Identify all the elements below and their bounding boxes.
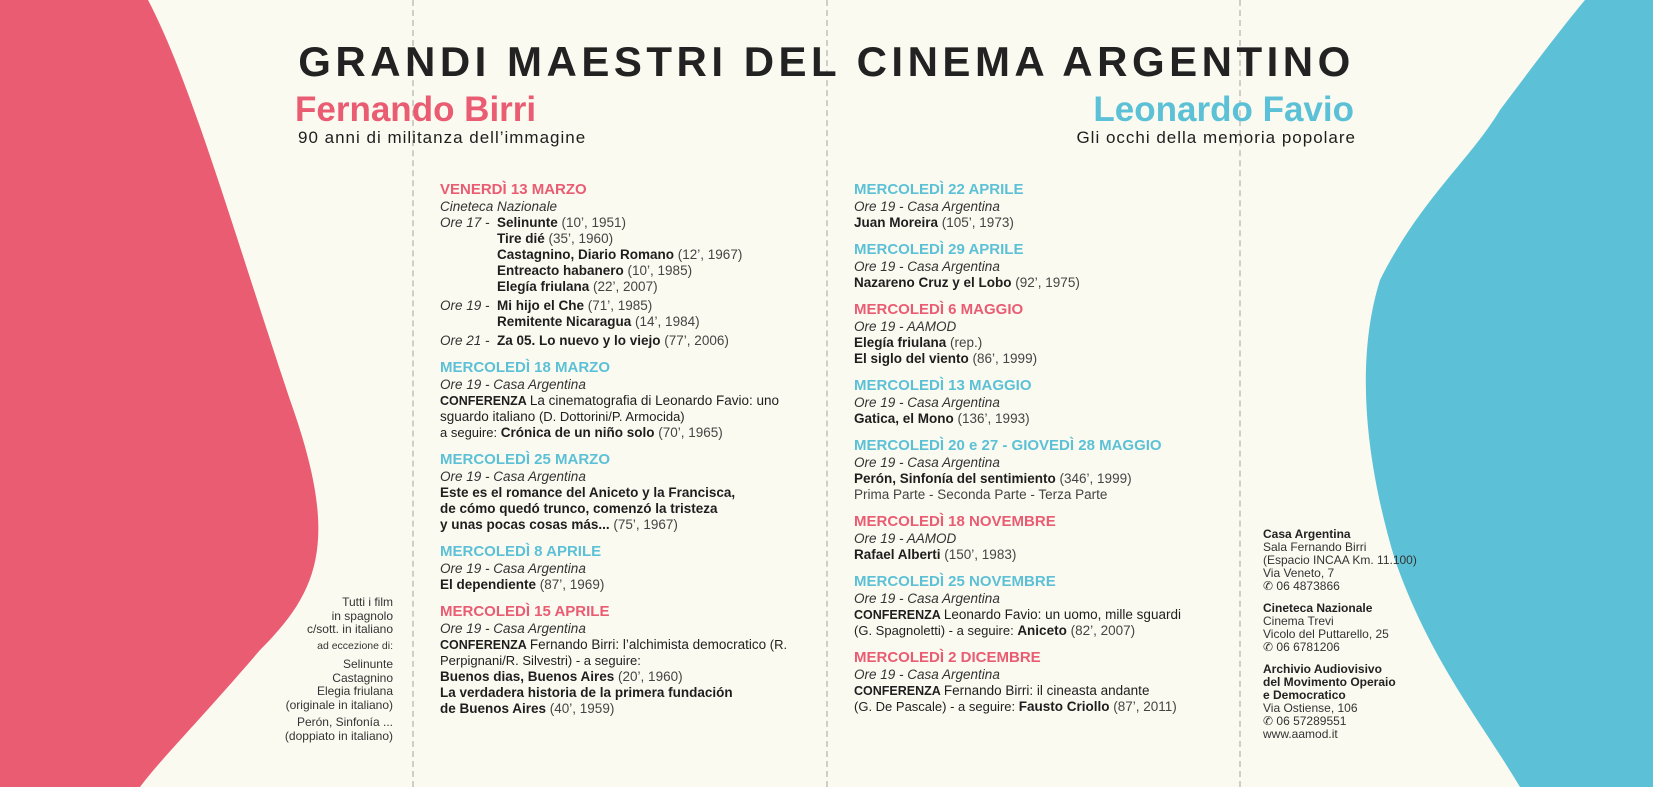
note-line: ad eccezione di: (317, 639, 393, 652)
conference-entry: CONFERENZA Fernando Birri: il cineasta andante (854, 683, 1150, 698)
conference-title: Fernando Birri: l’alchimista democratico (529, 637, 767, 652)
film-entry: Perón, Sinfonía del sentimiento (346’, 1999) (854, 471, 1132, 486)
film-entry: y unas pocas cosas más... (75’, 1967) (440, 517, 678, 532)
venue-website-link[interactable]: www.aamod.it (1263, 727, 1338, 741)
event-date: MERCOLEDÌ 18 NOVEMBRE (854, 513, 1056, 530)
event-venue: Ore 19 - Casa Argentina (440, 377, 586, 392)
note-line: Selinunte (342, 657, 393, 671)
time-slot (440, 333, 830, 349)
event-date: MERCOLEDÌ 2 DICEMBRE (854, 649, 1041, 666)
schedule-column-1 (440, 181, 830, 727)
event-date: MERCOLEDÌ 25 MARZO (440, 451, 611, 468)
film-entry: a seguire: Crónica de un niño solo (70’, 1965) (440, 425, 723, 440)
favio-subtitle: Gli occhi della memoria popolare (1076, 128, 1356, 147)
event-date: MERCOLEDÌ 20 e 27 - GIOVEDÌ 28 MAGGIO (854, 437, 1162, 454)
film-entry: Selinunte (10’, 1951) (497, 215, 627, 230)
event-18-novembre (854, 513, 1234, 563)
schedule-column-2 (854, 181, 1234, 725)
film-entry: Nazareno Cruz y el Lobo (92’, 1975) (854, 275, 1080, 290)
event-venue: Ore 19 - Casa Argentina (440, 561, 586, 576)
note-line: Tutti i film (342, 595, 393, 609)
event-venue: Ore 19 - Casa Argentina (854, 259, 1000, 274)
event-date: VENERDÌ 13 MARZO (440, 181, 587, 198)
venue-line: (Espacio INCAA Km. 11.100) (1263, 553, 1417, 567)
note-line: Elegia friulana (316, 684, 393, 698)
conference-title: La cinematografia di Leonardo Favio: uno sguardo italiano (440, 393, 779, 424)
slot-time: Ore 21 - (440, 333, 490, 348)
note-line: Castagnino (332, 670, 393, 685)
event-date: MERCOLEDÌ 18 MARZO (440, 359, 611, 376)
film-title-line: Este es el romance del Aniceto y la Francisca, (440, 485, 736, 500)
event-18-marzo (440, 359, 830, 441)
event-venue: Ore 19 - AAMOD (854, 531, 957, 546)
time-slot (440, 215, 830, 295)
venue-aamod (1263, 663, 1443, 741)
venue-name: Casa Argentina (1263, 527, 1351, 541)
conference-entry: CONFERENZA La cinematografia di Leonardo Favio: uno sguardo italiano (D. Dottorini/P. Armocida) (440, 393, 779, 424)
event-date: MERCOLEDÌ 13 MAGGIO (854, 377, 1032, 394)
venue-name: del Movimento Operaio (1263, 675, 1396, 689)
film-entry: (G. Spagnoletti) - a seguire: Aniceto (82’, 2007) (854, 623, 1136, 638)
language-notes (255, 596, 393, 743)
film-entry: Remitente Nicaragua (14’, 1984) (497, 314, 700, 329)
event-venue: Cineteca Nazionale (440, 199, 558, 214)
event-13-maggio (854, 377, 1234, 427)
venue-phone: ✆ 06 6781206 (1263, 640, 1340, 654)
event-15-aprile (440, 603, 830, 717)
venue-phone: ✆ 06 4873866 (1263, 579, 1340, 593)
note-line: (doppiato in italiano) (284, 728, 393, 743)
event-date: MERCOLEDÌ 29 APRILE (854, 241, 1024, 258)
film-entry: Elegía friulana (rep.) (854, 335, 983, 350)
event-date: MERCOLEDÌ 25 NOVEMBRE (854, 573, 1056, 590)
birri-subtitle: 90 anni di militanza dell’immagine (298, 128, 587, 147)
event-13-marzo (440, 181, 830, 349)
film-entry: Buenos dias, Buenos Aires (20’, 1960) (440, 669, 683, 684)
slot-time: Ore 17 - (440, 215, 490, 230)
venue-address: Via Ostiense, 106 (1263, 701, 1358, 715)
event-venue: Ore 19 - Casa Argentina (854, 199, 1000, 214)
event-20-27-28-maggio (854, 437, 1234, 503)
note-line: Perón, Sinfonía ... (296, 715, 393, 729)
slot-time: Ore 19 - (440, 298, 490, 313)
venue-name: Archivio Audiovisivo (1263, 662, 1382, 676)
event-2-dicembre (854, 649, 1234, 715)
film-entry: de Buenos Aires (40’, 1959) (440, 701, 615, 716)
event-venue: Ore 19 - Casa Argentina (440, 469, 586, 484)
venue-name: Cineteca Nazionale (1263, 601, 1373, 615)
event-venue: Ore 19 - Casa Argentina (854, 591, 1000, 606)
film-entry: Juan Moreira (105’, 1973) (854, 215, 1014, 230)
event-29-aprile (854, 241, 1234, 291)
event-venue: Ore 19 - Casa Argentina (854, 667, 1000, 682)
time-slot (440, 298, 830, 330)
venue-address: Via Veneto, 7 (1263, 566, 1335, 580)
film-parts: Prima Parte - Seconda Parte - Terza Parte (854, 487, 1108, 502)
event-date: MERCOLEDÌ 6 MAGGIO (854, 301, 1024, 318)
page-title: GRANDI MAESTRI DEL CINEMA ARGENTINO (298, 38, 1355, 85)
film-entry: Gatica, el Mono (136’, 1993) (854, 411, 1030, 426)
conference-entry: CONFERENZA Fernando Birri: l’alchimista democratico (R. Perpignani/R. Silvestri) - a seguire: (440, 637, 788, 668)
venue-name: e Democratico (1263, 688, 1346, 702)
event-22-aprile (854, 181, 1234, 231)
film-entry: Entreacto habanero (10’, 1985) (497, 263, 693, 278)
note-line: in spagnolo (331, 608, 393, 623)
film-entry: Za 05. Lo nuevo y lo viejo (77’, 2006) (497, 333, 729, 348)
venue-contacts (1263, 528, 1443, 750)
event-venue: Ore 19 - Casa Argentina (440, 621, 586, 636)
event-venue: Ore 19 - AAMOD (854, 319, 957, 334)
venue-phone: ✆ 06 57289551 (1263, 714, 1347, 728)
film-entry: El dependiente (87’, 1969) (440, 577, 605, 592)
venue-address: Vicolo del Puttarello, 25 (1263, 627, 1389, 641)
venue-line: Sala Fernando Birri (1263, 540, 1367, 554)
note-line: (originale in italiano) (285, 697, 393, 712)
film-entry: (G. De Pascale) - a seguire: Fausto Criollo (87’, 2011) (854, 699, 1177, 714)
favio-heading: Leonardo Favio (1093, 90, 1354, 129)
venue-cineteca-nazionale (1263, 602, 1443, 654)
event-date: MERCOLEDÌ 8 APRILE (440, 543, 602, 560)
event-25-novembre (854, 573, 1234, 639)
event-6-maggio (854, 301, 1234, 367)
conference-entry: CONFERENZA Leonardo Favio: un uomo, mille sguardi (854, 607, 1181, 622)
venue-line: Cinema Trevi (1263, 614, 1334, 628)
event-date: MERCOLEDÌ 22 APRILE (854, 181, 1024, 198)
event-venue: Ore 19 - Casa Argentina (854, 455, 1000, 470)
film-entry: Rafael Alberti (150’, 1983) (854, 547, 1017, 562)
event-date: MERCOLEDÌ 15 APRILE (440, 603, 610, 620)
event-venue: Ore 19 - Casa Argentina (854, 395, 1000, 410)
film-title-line: de cómo quedó trunco, comenzó la tristeza (440, 501, 718, 516)
film-entry: Tire dié (35’, 1960) (497, 231, 614, 246)
birri-heading: Fernando Birri (295, 90, 537, 129)
film-entry: El siglo del viento (86’, 1999) (854, 351, 1038, 366)
venue-casa-argentina (1263, 528, 1443, 593)
film-entry: Mi hijo el Che (71’, 1985) (497, 298, 653, 313)
film-title-line: La verdadera historia de la primera fundación (440, 685, 733, 700)
event-8-aprile (440, 543, 830, 593)
film-entry: Elegía friulana (22’, 2007) (497, 279, 658, 294)
event-25-marzo (440, 451, 830, 533)
film-entry: Castagnino, Diario Romano (12’, 1967) (497, 247, 743, 262)
conference-title: Leonardo Favio: un uomo, mille sguardi (943, 607, 1181, 622)
note-line: c/sott. in italiano (306, 622, 393, 636)
conference-title: Fernando Birri: il cineasta andante (943, 683, 1150, 698)
